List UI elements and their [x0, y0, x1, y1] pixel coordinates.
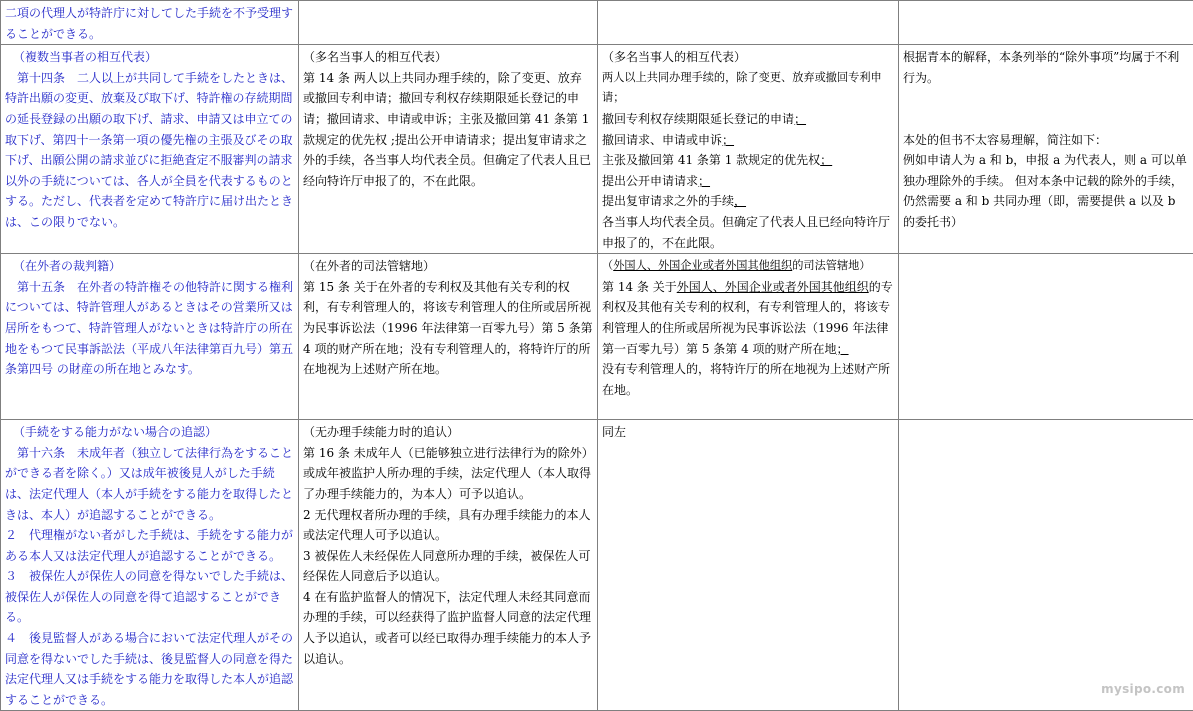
japanese-text-cell	[1, 254, 299, 420]
chinese-translation-cell	[299, 45, 598, 254]
table-row	[1, 45, 1193, 254]
chinese-translation-cell	[299, 420, 598, 711]
chinese-line: 撤回请求、申请或申诉；	[602, 130, 894, 151]
chinese-paragraph: 3 被保佐人未经保佐人同意所办理的手续，被保佐人可经保佐人同意后予以追认。	[303, 546, 593, 587]
chinese-translation-cell	[299, 1, 598, 45]
chinese-paragraph: 第 14 条 关于外国人、外国企业或者外国其他组织的专利权及其他有关专利的权利，有专利管理人的，将该专利管理人的住所或居所视为民事诉讼法（1996 年法律第一百零九号）第 5 条第 4 项的财产所在地；	[602, 277, 894, 359]
chinese-line: 两人以上共同办理手续的，除了变更、放弃或撤回专利申请；	[602, 68, 894, 109]
note-cell	[899, 1, 1193, 45]
note-cell	[899, 45, 1193, 254]
table-row	[1, 254, 1193, 420]
note-cell	[899, 254, 1193, 420]
chinese-paragraph: 第 16 条 未成年人（已能够独立进行法律行为的除外）或成年被监护人所办理的手续，法定代理人（本人取得了办理手续能力的，为本人）可予以追认。	[303, 443, 593, 505]
japanese-paragraph: ４ 後見監督人がある場合において法定代理人がその同意を得ないでした手続は、後見監督人の同意を得た法定代理人又は手続をする能力を取得した本人が追認することができる。	[5, 628, 294, 710]
article-title: （无办理手续能力时的追认）	[303, 422, 593, 443]
chinese-law-cell	[598, 1, 899, 45]
article-title: （在外者の裁判籍）	[5, 256, 294, 277]
article-title: （在外者的司法管辖地）	[303, 256, 593, 277]
chinese-paragraph: 没有专利管理人的，将特许厅的所在地视为上述财产所在地。	[602, 359, 894, 400]
chinese-law-cell	[598, 45, 899, 254]
japanese-paragraph: ３ 被保佐人が保佐人の同意を得ないでした手続は、被保佐人が保佐人の同意を得て追認することができる。	[5, 566, 294, 628]
japanese-paragraph: 第十五条 在外者の特許権その他特許に関する権利については、特許管理人があるときはその営業所又は居所をもつて、特許管理人がないときは特許庁の所在地をもつて民事訴訟法（平成八年法律第百九号）第五条第四号 の財産の所在地とみなす。	[5, 277, 294, 380]
chinese-paragraph: 第 15 条 关于在外者的专利权及其他有关专利的权利，有专利管理人的，将该专利管理人的住所或居所视为民事诉讼法（1996 年法律第一百零九号）第 5 条第 4 项的财产所在地；没有专利管理人的，将特许厅的所在地视为上述财产所在地。	[303, 277, 593, 380]
same-as-left-text: 同左	[602, 422, 894, 443]
japanese-paragraph: ２ 代理権がない者がした手続は、手続をする能力がある本人又は法定代理人が追認することができる。	[5, 525, 294, 566]
japanese-paragraph: 第十四条 二人以上が共同して手続をしたときは、特許出願の変更、放棄及び取下げ、特許権の存続期間の延長登録の出願の取下げ、請求、申請又は申立ての取下げ、第四十一条第一項の優先権の主張及びその取下げ、出願公開の請求並びに拒絶査定不服審判の請求以外の手続については、各人が全員を代表するものとする。ただし、代表者を定めて特許庁に届け出たときは、この限りでない。	[5, 68, 294, 233]
japanese-text-cell	[1, 45, 299, 254]
chinese-law-cell	[598, 254, 899, 420]
chinese-line: 各当事人均代表全员。但确定了代表人且已经向特许厅申报了的，不在此限。	[602, 212, 894, 253]
chinese-line: 提出复审请求之外的手续，	[602, 191, 894, 212]
chinese-paragraph: 第 14 条 两人以上共同办理手续的，除了变更、放弃或撤回专利申请；撤回专利权存续期限延长登记的申请；撤回请求、申请或申诉；主张及撤回第 41 条第 1 款规定的优先权 ;提出公开申请请求；提出复审请求之外的手续，各当事人均代表全员。但确定了代表人且已经向特许厅申报了的，不在此限。	[303, 68, 593, 192]
japanese-paragraph: 第十六条 未成年者（独立して法律行為をすることができる者を除く。）又は成年被後見人がした手続は、法定代理人（本人が手続をする能力を取得したときは、本人）が追認することができる。	[5, 443, 294, 525]
note-paragraph: 本处的但书不太容易理解，简注如下：	[903, 130, 1189, 151]
table-row	[1, 420, 1193, 711]
article-title: （多名当事人的相互代表）	[303, 47, 593, 68]
chinese-paragraph: 4 在有监护监督人的情况下，法定代理人未经其同意而办理的手续，可以经获得了监护监督人同意的法定代理人予以追认，或者可以经已取得办理手续能力的本人予以追认。	[303, 587, 593, 669]
japanese-text-cell	[1, 1, 299, 45]
chinese-line: 提出公开申请请求；	[602, 171, 894, 192]
japanese-text-cell	[1, 420, 299, 711]
chinese-paragraph: 2 无代理权者所办理的手续，具有办理手续能力的本人或法定代理人可予以追认。	[303, 505, 593, 546]
chinese-line: 主张及撤回第 41 条第 1 款规定的优先权；	[602, 150, 894, 171]
chinese-law-cell	[598, 420, 899, 711]
chinese-line: 撤回专利权存续期限延长登记的申请；	[602, 109, 894, 130]
note-paragraph: 根据青本的解释，本条列举的“除外事项”均属于不利行为。	[903, 47, 1189, 88]
article-title: （多名当事人的相互代表）	[602, 47, 894, 68]
chinese-translation-cell	[299, 254, 598, 420]
article-title: （複数当事者の相互代表）	[5, 47, 294, 68]
japanese-paragraph: 二項の代理人が特許庁に対してした手続を不予受理することができる。	[5, 3, 294, 44]
article-title: （外国人、外国企业或者外国其他组织的司法管辖地）	[602, 256, 894, 277]
article-title: （手続をする能力がない場合の追認）	[5, 422, 294, 443]
note-paragraph: 例如申请人为 a 和 b，申报 a 为代表人，则 a 可以单独办理除外的手续。 但对本条中记载的除外的手续，仍然需要 a 和 b 共同办理（即，需要提供 a 以及 b 的委托书）	[903, 150, 1189, 232]
watermark: mysipo.com	[1101, 682, 1185, 696]
note-cell	[899, 420, 1193, 711]
table-row	[1, 1, 1193, 45]
